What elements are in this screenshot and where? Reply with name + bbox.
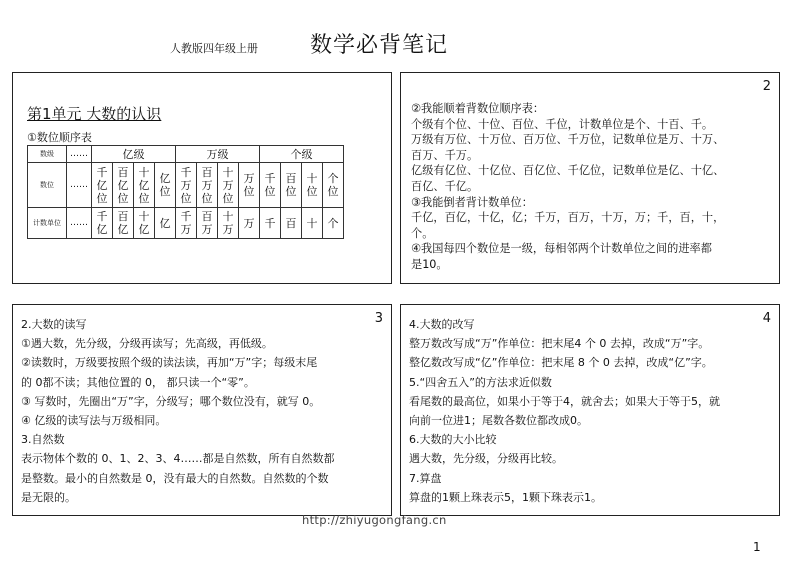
table-row-periods bbox=[28, 146, 344, 163]
table-cell: 十 bbox=[306, 216, 318, 230]
card-place-value bbox=[12, 72, 392, 284]
text-line: 百亿、千亿。 bbox=[411, 179, 479, 193]
ellipsis-cell: …… bbox=[67, 163, 92, 208]
text-line: 的 0都不读；其他位置的 0， 都只读一个“零”。 bbox=[21, 375, 255, 389]
table-cell: 十万位 bbox=[222, 165, 234, 205]
table-cell: 亿 bbox=[159, 216, 171, 230]
place-value-table bbox=[27, 145, 344, 239]
text-line: 算盘的1颗上珠表示5，1颗下珠表示1。 bbox=[409, 490, 602, 504]
unit-title: 第1单元 大数的认识 bbox=[27, 105, 162, 123]
card-page-number: 2 bbox=[762, 79, 771, 94]
table-cell: 百 bbox=[285, 216, 297, 230]
row-label: 计数单位 bbox=[28, 208, 67, 239]
period-wan: 万级 bbox=[176, 146, 260, 163]
table-cell: 百万位 bbox=[201, 165, 213, 205]
table-cell: 百亿位 bbox=[117, 165, 129, 205]
period-yi: 亿级 bbox=[92, 146, 176, 163]
table-cell: 十亿位 bbox=[138, 165, 150, 205]
text-line: 亿级有亿位、十亿位、百亿位、千亿位，记数单位是亿、十亿、 bbox=[411, 164, 725, 178]
page-title: 数学必背笔记 bbox=[310, 33, 449, 58]
text-line: 6.大数的大小比较 bbox=[409, 433, 497, 447]
table-cell: 十亿 bbox=[138, 210, 150, 236]
text-line: 向前一位进1；尾数各数位都改成0。 bbox=[409, 414, 588, 428]
table-row-places bbox=[28, 163, 344, 208]
text-line: 百万、千万。 bbox=[411, 148, 479, 162]
card-recitation bbox=[400, 72, 780, 284]
table-cell: 十位 bbox=[306, 172, 318, 198]
card-page-number: 4 bbox=[762, 311, 771, 326]
text-line: ④ 亿级的读写法与万级相同。 bbox=[21, 414, 167, 428]
table-cell: 个 bbox=[327, 216, 339, 230]
text-line: 7.算盘 bbox=[409, 471, 442, 485]
table-cell: 千亿位 bbox=[96, 165, 108, 205]
text-line: 个。 bbox=[411, 226, 434, 240]
text-line: 是无限的。 bbox=[21, 490, 76, 504]
table-cell: 十万 bbox=[222, 210, 234, 236]
text-line: ①遇大数，先分级，分级再读写；先高级，再低级。 bbox=[21, 337, 273, 351]
table-cell: 个位 bbox=[327, 172, 339, 198]
row-label: 数级 bbox=[28, 146, 67, 163]
ellipsis-cell: …… bbox=[67, 146, 92, 163]
card-text bbox=[21, 315, 373, 507]
card-reading-writing bbox=[12, 304, 392, 516]
text-line: 整万数改写成“万”作单位：把末尾4 个 0 去掉，改成“万”字。 bbox=[409, 337, 710, 351]
text-line: 个级有个位、十位、百位、千位，计数单位是个、十百、千。 bbox=[411, 117, 714, 131]
text-line: 5.“四舍五入”的方法求近似数 bbox=[409, 375, 552, 389]
table-cell: 千亿 bbox=[96, 210, 108, 236]
ellipsis-cell: …… bbox=[67, 208, 92, 239]
table-cell: 百亿 bbox=[117, 210, 129, 236]
table-cell: 千万位 bbox=[180, 165, 192, 205]
text-line: ④我国每四个数位是一级，每相邻两个计数单位之间的进率都 bbox=[411, 242, 712, 256]
text-line: 2.大数的读写 bbox=[21, 318, 87, 331]
grade-subtitle: 人教版四年级上册 bbox=[170, 42, 258, 55]
text-line: 是10。 bbox=[411, 257, 448, 271]
text-line: 是整数。最小的自然数是 0，没有最大的自然数。自然数的个数 bbox=[21, 471, 329, 485]
text-line: ③ 写数时，先圈出“万”字，分级写；哪个数位没有，就写 0。 bbox=[21, 394, 321, 408]
card-rewriting bbox=[400, 304, 780, 516]
section-heading: ①数位顺序表 bbox=[27, 131, 92, 144]
card-text bbox=[409, 315, 761, 507]
text-line: ②读数时，万级要按照个级的读法读，再加“万”字；每级末尾 bbox=[21, 356, 318, 370]
text-line: 看尾数的最高位，如果小于等于4，就舍去；如果大于等于5，就 bbox=[409, 394, 720, 408]
row-label: 数位 bbox=[28, 163, 67, 208]
card-page-number: 3 bbox=[374, 311, 383, 326]
table-cell: 万 bbox=[243, 216, 255, 230]
text-line: ③我能倒者背计数单位： bbox=[411, 195, 533, 209]
table-cell: 百万 bbox=[201, 210, 213, 236]
table-cell: 千位 bbox=[264, 172, 276, 198]
text-line: 3.自然数 bbox=[21, 433, 65, 447]
text-line: 表示物体个数的 0、1、2、3、4……都是自然数，所有自然数都 bbox=[21, 452, 335, 466]
table-cell: 亿位 bbox=[159, 172, 171, 198]
text-line: ②我能顺着背数位顺序表： bbox=[411, 102, 545, 115]
text-line: 整亿数改写成“亿”作单位：把末尾 8 个 0 去掉，改成“亿”字。 bbox=[409, 356, 713, 370]
page-number: 1 bbox=[753, 540, 761, 554]
table-cell: 千 bbox=[264, 216, 276, 230]
period-ge: 个级 bbox=[260, 146, 344, 163]
table-cell: 万位 bbox=[243, 172, 255, 198]
card-text bbox=[411, 101, 769, 273]
text-line: 千亿，百亿，十亿，亿；千万，百万，十万，万；千，百，十， bbox=[411, 211, 725, 225]
watermark-url: http://zhiyugongfang.cn bbox=[302, 513, 447, 527]
text-line: 遇大数，先分级，分级再比较。 bbox=[409, 452, 563, 466]
text-line: 万级有万位、十万位、百万位、千万位，记数单位是万、十万、 bbox=[411, 133, 725, 147]
text-line: 4.大数的改写 bbox=[409, 318, 475, 331]
table-row-units bbox=[28, 208, 344, 239]
table-cell: 千万 bbox=[180, 210, 192, 236]
table-cell: 百位 bbox=[285, 172, 297, 198]
